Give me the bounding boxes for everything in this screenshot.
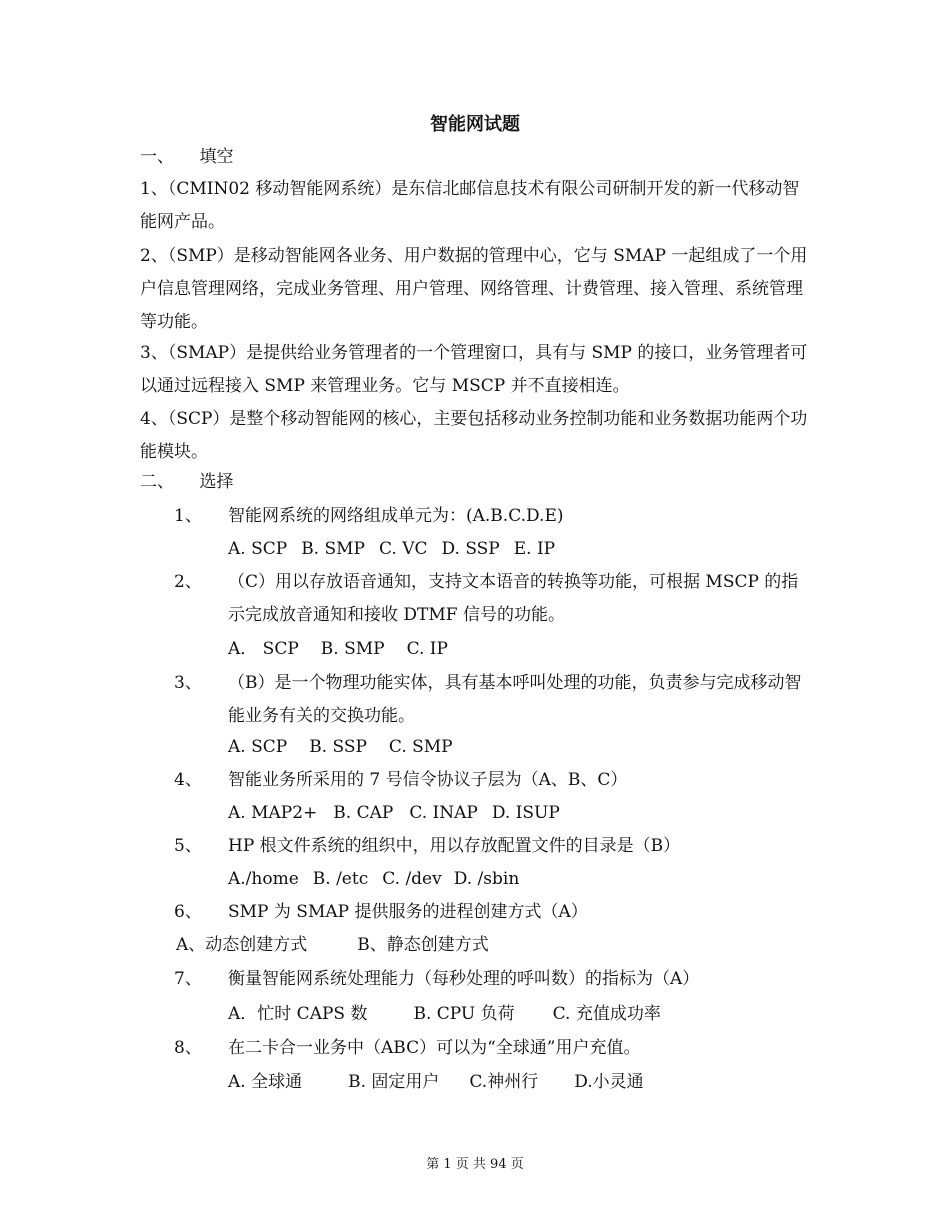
question-text: 智能业务所采用的 7 号信令协议子层为（A、B、C） bbox=[228, 770, 628, 790]
option: C. SMP bbox=[388, 737, 453, 757]
option: D.小灵通 bbox=[574, 1072, 644, 1092]
page-footer: 第 1 页 共 94 页 bbox=[426, 1157, 524, 1172]
question-options bbox=[228, 1070, 644, 1094]
option: B. CPU 负荷 bbox=[413, 1004, 515, 1024]
option: B. 固定用户 bbox=[348, 1072, 440, 1092]
option: D. SSP bbox=[441, 539, 500, 559]
question-options bbox=[228, 867, 519, 891]
question-number: 4、 bbox=[174, 770, 202, 790]
question-options bbox=[176, 933, 489, 957]
question-options bbox=[228, 637, 448, 661]
question-options bbox=[228, 801, 560, 825]
question-text: 衡量智能网系统处理能力（每秒处理的呼叫数）的指标为（A） bbox=[228, 969, 700, 989]
option: D. ISUP bbox=[491, 803, 560, 823]
option: A． SCP bbox=[228, 639, 299, 659]
fill-item-2: 2、（SMP）是移动智能网各业务、用户数据的管理中心，它与 SMAP 一起组成了一个用户信息管理网络，完成业务管理、用户管理、网络管理、计费管理、接入管理、系统管理等功能。 bbox=[140, 246, 808, 332]
option: A. SCP bbox=[228, 539, 288, 559]
option: C. /dev bbox=[382, 869, 442, 889]
option: D. /sbin bbox=[453, 869, 520, 889]
option: B. /etc bbox=[312, 869, 369, 889]
option: A. SCP bbox=[228, 737, 288, 757]
option: E. IP bbox=[513, 539, 556, 559]
section-heading-fill-in: 一、 填空 bbox=[140, 147, 234, 167]
option: B. SMP bbox=[301, 539, 365, 559]
option: B、静态创建方式 bbox=[357, 935, 489, 955]
option: B. SMP bbox=[320, 639, 385, 659]
question-options bbox=[228, 1002, 661, 1026]
option: C.神州行 bbox=[469, 1072, 539, 1092]
question-number: 5、 bbox=[174, 836, 202, 856]
option: C. 充值成功率 bbox=[552, 1004, 661, 1024]
question-text: （B）是一个物理功能实体，具有基本呼叫处理的功能，负责参与完成移动智能业务有关的交换功能。 bbox=[228, 673, 802, 726]
question-options bbox=[228, 735, 453, 759]
option: C. VC bbox=[378, 539, 428, 559]
question-number: 1、 bbox=[174, 506, 202, 526]
question-options bbox=[228, 537, 555, 561]
fill-item-4: 4、（SCP）是整个移动智能网的核心，主要包括移动业务控制功能和业务数据功能两个功能模块。 bbox=[140, 409, 808, 462]
fill-item-1: 1、（CMIN02 移动智能网系统）是东信北邮信息技术有限公司研制开发的新一代移动智能网产品。 bbox=[140, 179, 800, 232]
option: C. INAP bbox=[409, 803, 478, 823]
question-text: SMP 为 SMAP 提供服务的进程创建方式（A） bbox=[228, 902, 588, 922]
option: A．忙时 CAPS 数 bbox=[228, 1004, 368, 1024]
option: B. CAP bbox=[333, 803, 394, 823]
question-number: 8、 bbox=[174, 1038, 202, 1058]
option: A. MAP2+ bbox=[228, 803, 318, 823]
option: C. IP bbox=[406, 639, 448, 659]
question-text: HP 根文件系统的组织中，用以存放配置文件的目录是（B） bbox=[228, 836, 681, 856]
option: B. SSP bbox=[309, 737, 367, 757]
question-number: 6、 bbox=[174, 902, 202, 922]
question-number: 7、 bbox=[174, 969, 202, 989]
question-text: （C）用以存放语音通知，支持文本语音的转换等功能，可根据 MSCP 的指示完成放音通知和接收 DTMF 信号的功能。 bbox=[228, 572, 799, 625]
question-number: 3、 bbox=[174, 673, 202, 693]
option: A./home bbox=[228, 869, 299, 889]
option: A、动态创建方式 bbox=[176, 935, 308, 955]
question-text: 智能网系统的网络组成单元为：(A.B.C.D.E) bbox=[228, 506, 564, 526]
question-text: 在二卡合一业务中（ABC）可以为“全球通”用户充值。 bbox=[228, 1038, 641, 1058]
fill-item-3: 3、（SMAP）是提供给业务管理者的一个管理窗口，具有与 SMP 的接口，业务管理者可以通过远程接入 SMP 来管理业务。它与 MSCP 并不直接相连。 bbox=[140, 343, 808, 396]
page-title: 智能网试题 bbox=[430, 114, 520, 135]
section-heading-choice: 二、 选择 bbox=[140, 472, 234, 492]
option: A. 全球通 bbox=[228, 1072, 303, 1092]
question-number: 2、 bbox=[174, 572, 202, 592]
